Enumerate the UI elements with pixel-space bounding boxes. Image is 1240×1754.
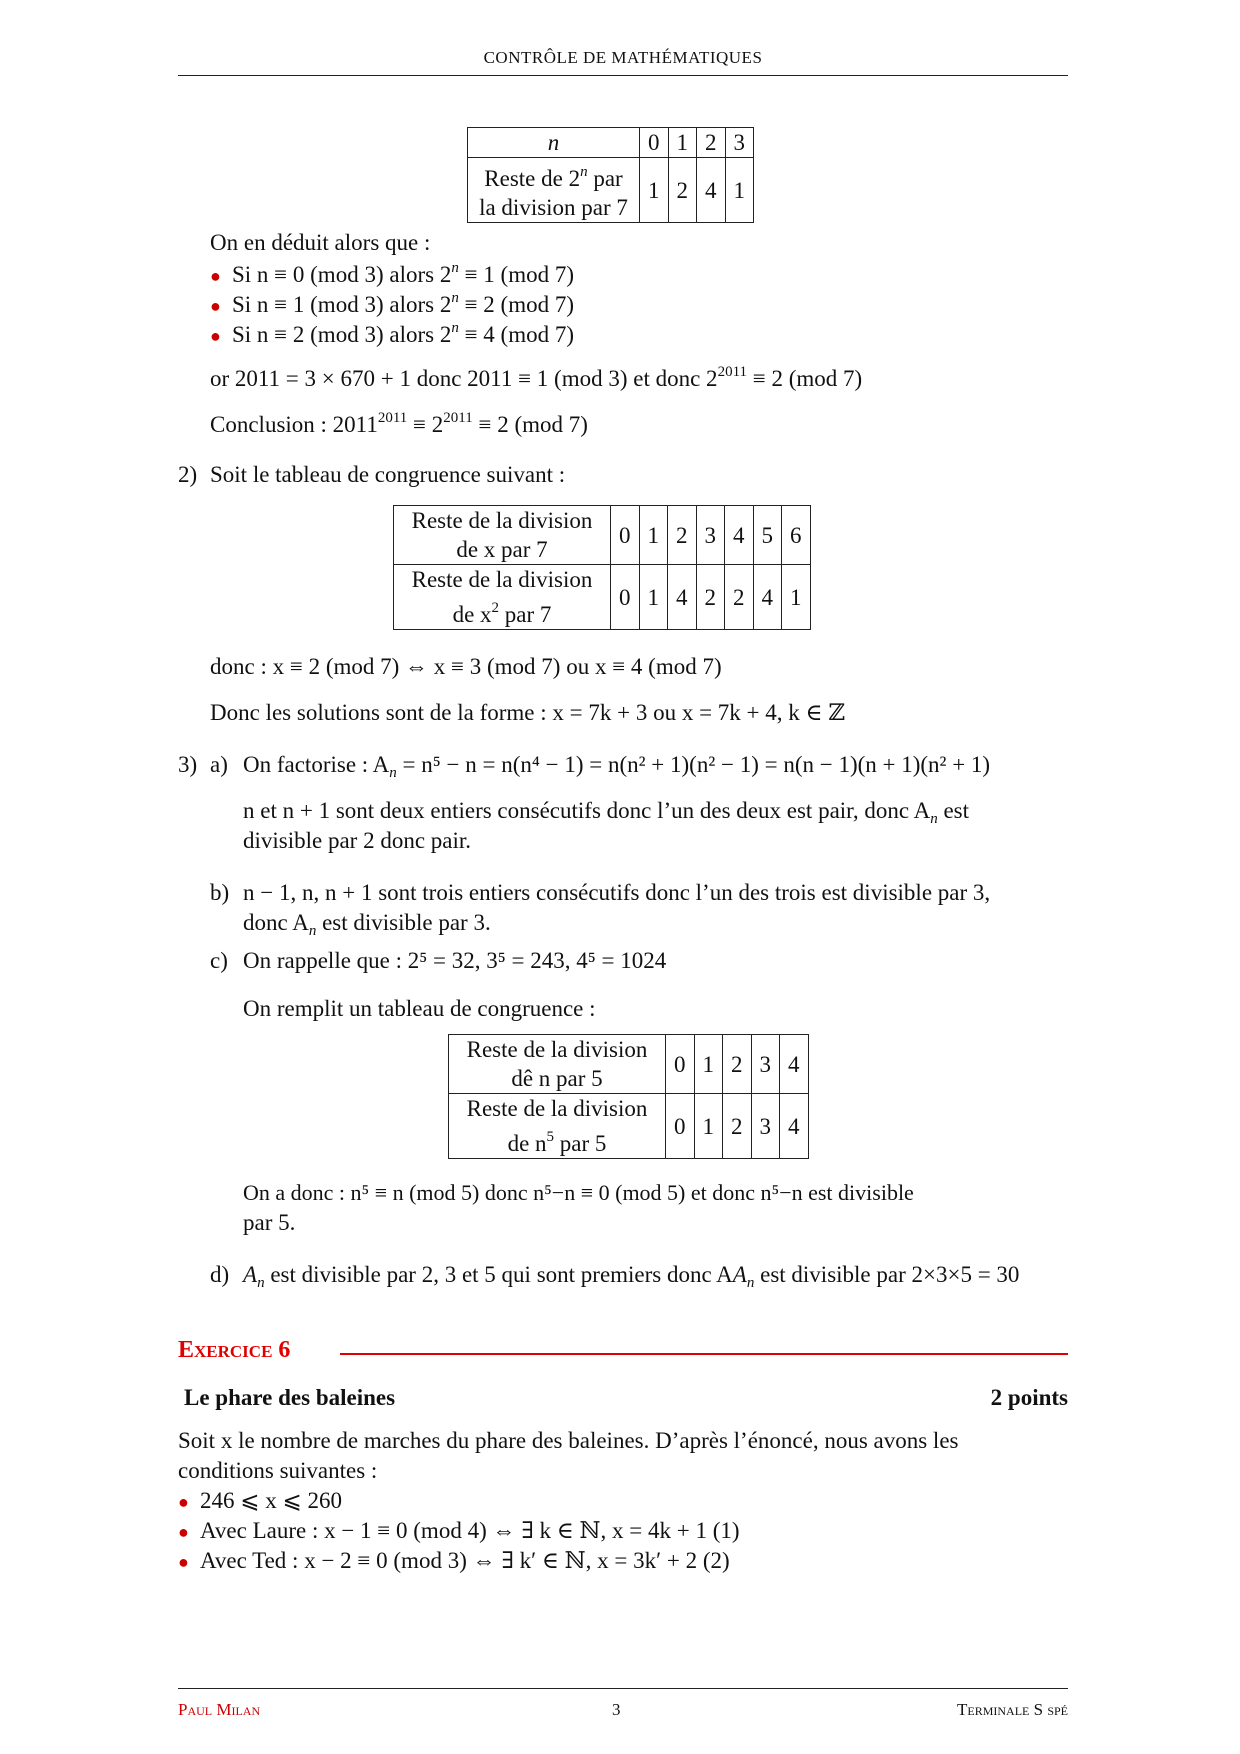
table-cell: 5 — [753, 506, 782, 565]
table-head-remainder: Reste de 2$^n$ par la division par 7 — [468, 158, 640, 223]
fermat-line-2: par 5. — [243, 1210, 296, 1235]
exercise-rule — [340, 1353, 1068, 1355]
table-head: Reste de la division de $x^2$ par 7 — [394, 565, 611, 630]
exercise-subtitle: Le phare des baleines — [184, 1385, 396, 1410]
table-cell: 4 — [780, 1094, 809, 1159]
square-congruence-table — [393, 505, 811, 630]
equivalence-line: donc : x ≡ 2 (mod 7) ⇔ x ≡ 3 (mod 7) ou x ≡ 4 (mod 7) — [210, 654, 722, 679]
table-cell: 3 — [725, 128, 754, 158]
part3d-label: d) — [210, 1262, 230, 1287]
bullet-icon: ● — [178, 1522, 189, 1542]
list-item: ● Avec Ted : x − 2 ≡ 0 (mod 3) ⇔ ∃ k′ ∈ ℕ, x = 3k′ + 2 (2) — [178, 1548, 730, 1573]
divisible3-line-1: n − 1, n, n + 1 sont trois entiers consécutifs donc l’un des trois est divisible par 3, — [243, 880, 991, 905]
bullet-icon: ● — [210, 266, 221, 286]
table-cell: 1 — [639, 565, 668, 630]
conclusion-line: Conclusion : $2011^{2011} \equiv 2^{2011} \equiv 2$ (mod 7) — [210, 410, 588, 437]
part3a-label: a) — [210, 752, 228, 777]
page-header: CONTRÔLE DE MATHÉMATIQUES — [483, 48, 763, 67]
bullet-icon: ● — [178, 1552, 189, 1572]
table-cell: 2 — [668, 506, 697, 565]
exercise-intro-2: conditions suivantes : — [178, 1458, 378, 1483]
table-cell: 2 — [697, 128, 726, 158]
table-cell: 1 — [782, 565, 811, 630]
table-cell: 3 — [696, 506, 725, 565]
table-head: Reste de la division de x par 7 — [394, 506, 611, 565]
table-cell: 4 — [668, 565, 697, 630]
part2-label: 2) — [178, 462, 198, 487]
header-rule — [178, 75, 1068, 76]
table-cell: 4 — [725, 506, 754, 565]
exercise-intro-1: Soit x le nombre de marches du phare des baleines. D’après l’énoncé, nous avons les — [178, 1428, 959, 1453]
table-cell: 0 — [640, 128, 669, 158]
divisible30-line: $A_n$ est divisible par 2, 3 et 5 qui sont premiers donc $AA_n$ est divisible par 2×3×5 = 30 — [243, 1262, 1020, 1291]
deduction-intro: On en déduit alors que : — [210, 230, 431, 255]
table-cell: 3 — [751, 1035, 780, 1094]
footer-author: Paul Milan — [178, 1700, 261, 1719]
table-cell: 4 — [753, 565, 782, 630]
bullet-icon: ● — [210, 326, 221, 346]
table-cell: 0 — [666, 1035, 695, 1094]
or-line: or 2011 = 3 × 670 + 1 donc 2011 ≡ 1 (mod 3) et donc $2^{2011} \equiv 2$ (mod 7) — [210, 364, 863, 391]
table-cell: 6 — [782, 506, 811, 565]
table-cell: 2 — [725, 565, 754, 630]
part3c-label: c) — [210, 948, 228, 973]
bullet-icon: ● — [178, 1492, 189, 1512]
power-remainder-table — [467, 127, 754, 223]
table-cell: 2 — [723, 1035, 752, 1094]
table-cell: 3 — [751, 1094, 780, 1159]
table-head: Reste de la division dê n par 5 — [449, 1035, 666, 1094]
factorisation-line: On factorise : $A_n = n^5 - n = n(n^4 - 1) = n(n^2 + 1)(n^2 - 1) = n(n - 1)(n + 1)(n^2 + 1)$ — [243, 752, 991, 781]
list-item: ● Si n ≡ 2 (mod 3) alors 2$^n$ ≡ 4 (mod 7) — [210, 320, 575, 347]
part2-text: Soit le tableau de congruence suivant : — [210, 462, 566, 487]
exercise-title: Exercice 6 — [178, 1337, 291, 1363]
bullet-icon: ● — [210, 296, 221, 316]
table-cell: 2 — [723, 1094, 752, 1159]
table-cell: 0 — [611, 506, 640, 565]
table-cell: 1 — [639, 506, 668, 565]
page-number: 3 — [612, 1700, 621, 1719]
table-head: Reste de la division de $n^5$ par 5 — [449, 1094, 666, 1159]
part3-label: 3) — [178, 752, 198, 777]
table-head-n: n — [468, 128, 640, 158]
list-item: ● Avec Laure : x − 1 ≡ 0 (mod 4) ⇔ ∃ k ∈ ℕ, x = 4k + 1 (1) — [178, 1518, 740, 1543]
exercise-points: 2 points — [990, 1385, 1068, 1410]
table-cell: 4 — [780, 1035, 809, 1094]
table-cell: 1 — [640, 158, 669, 223]
table-cell: 0 — [666, 1094, 695, 1159]
list-item: ● 246 ⩽ x ⩽ 260 — [178, 1488, 343, 1513]
table-cell: 1 — [694, 1035, 723, 1094]
footer-class: Terminale S spé — [956, 1700, 1068, 1719]
table-cell: 0 — [611, 565, 640, 630]
table-cell: 1 — [725, 158, 754, 223]
table-cell: 1 — [668, 128, 697, 158]
table-cell: 4 — [697, 158, 726, 223]
part3b-label: b) — [210, 880, 230, 905]
divisible3-line-2: donc $A_n$ est divisible par 3. — [243, 910, 491, 939]
list-item: ● Si n ≡ 1 (mod 3) alors 2$^n$ ≡ 2 (mod 7) — [210, 290, 575, 317]
table-cell: 1 — [694, 1094, 723, 1159]
footer-rule — [178, 1688, 1068, 1689]
parity-line-2: divisible par 2 donc pair. — [243, 828, 472, 853]
list-item: ● Si n ≡ 0 (mod 3) alors 2$^n$ ≡ 1 (mod 7) — [210, 260, 575, 287]
solutions-line: Donc les solutions sont de la forme : x = 7k + 3 ou x = 7k + 4, k ∈ ℤ — [210, 700, 846, 725]
fifth-power-table — [448, 1034, 809, 1159]
parity-line-1: n et n + 1 sont deux entiers consécutifs donc l’un des deux est pair, donc $A_n$ est — [243, 798, 970, 827]
table-cell: 2 — [668, 158, 697, 223]
powers-reminder: On rappelle que : 2⁵ = 32, 3⁵ = 243, 4⁵ = 1024 — [243, 948, 667, 973]
table-intro: On remplit un tableau de congruence : — [243, 996, 596, 1021]
table-cell: 2 — [696, 565, 725, 630]
fermat-line-1: On a donc : n⁵ ≡ n (mod 5) donc n⁵−n ≡ 0 (mod 5) et donc n⁵−n est divisible — [243, 1180, 914, 1205]
